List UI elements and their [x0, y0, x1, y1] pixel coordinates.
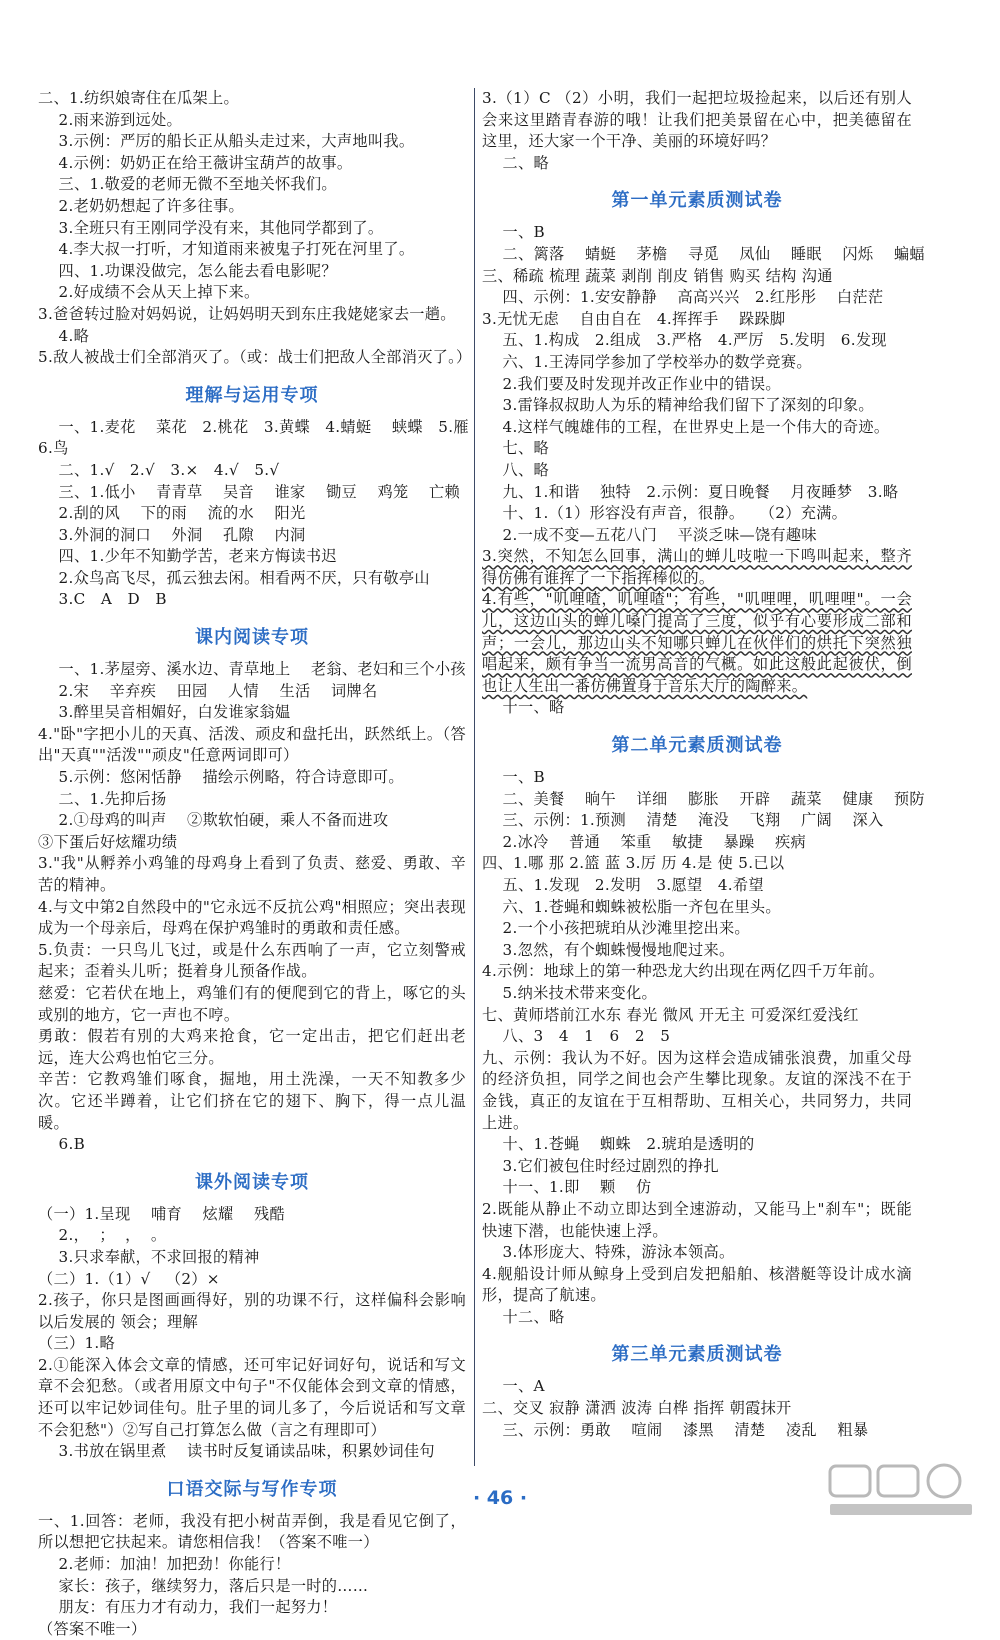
- answer-line: 2.冰冷 普通 笨重 敏捷 暴躁 疾病: [482, 832, 807, 851]
- answer-line: 3.只求奉献，不求回报的精神: [38, 1247, 260, 1266]
- wavy-underlined-text: 4.有些，"叽哩喳，叽哩喳"；有些，"叽哩哩，叽哩哩"。一会儿，这边山头的蝉儿嗓门提高了三度，似乎有心要形成二部和声；一会儿，那边山头不知哪只蝉儿在伙伴们的烘托下突然独唱起来，颇有争当一流男高音的气概。如此这般此起彼伏，倒也让人生出一番仿佛置身于音乐大厅的陶醉来。: [482, 590, 912, 695]
- answer-line: 辛苦：它教鸡雏们啄食，掘地，用土洗澡，一天不知教多少次。它还半蹲着，让它们挤在它的翅下、胸下，得一点儿温暖。: [38, 1070, 466, 1132]
- answer-line: 七、黄师塔前江水东 春光 微风 开无主 可爱深红爱浅红: [482, 1005, 859, 1024]
- answer-line: 2.①能深入体会文章的情感，还可牢记好词好句，说话和写文章不会犯愁。（或者用原文中句子"不仅能体会到文章的情感，还可以牢记妙词佳句。肚子里的词儿多了，今后说话和写文章不会犯愁"）②写自己打算怎么做（言之有理即可）: [38, 1355, 466, 1439]
- answer-line: 二、1.纺织娘寄住在瓜架上。: [38, 89, 239, 107]
- answer-line: （答案不唯一）: [38, 1619, 147, 1638]
- answer-line: 三、1.低小 青青草 吴音 谁家 锄豆 鸡笼 亡赖: [38, 482, 460, 501]
- answer-line: 3.（1）C （2）小明，我们一起把垃圾捡起来，以后还有别人会来这里踏青春游的哦！让我们把美景留在心中，把美德留在这里，还大家一个干净、美丽的环境好吗？: [482, 89, 912, 151]
- answer-line: 2.①母鸡的叫声 ②欺软怕硬，乘人不备而进攻: [38, 811, 389, 830]
- section-heading: 口语交际与写作专项: [166, 1478, 338, 1500]
- answer-line: 3.爸爸转过脸对妈妈说，让妈妈明天到东庄我姥姥家去一趟。: [38, 304, 456, 323]
- answer-line: 勇敢：假若有別的大鸡来抢食，它一定出击，把它们赶出老远，连大公鸡也怕它三分。: [38, 1027, 466, 1067]
- answer-line: 一、B: [482, 768, 545, 787]
- answer-line: 2.雨来游到远处。: [38, 110, 183, 129]
- answer-line: 一、B: [482, 223, 545, 242]
- column-divider: [474, 88, 475, 1466]
- answer-line: 五、1.构成 2.组成 3.严格 4.严厉 5.发明 6.发现: [482, 331, 887, 350]
- answer-line: 4.略: [38, 326, 90, 345]
- answer-line: 2.众鸟高飞尽，孤云独去闲。相看两不厌，只有敬亭山: [38, 568, 430, 587]
- answer-line: 3.雷锋叔叔助人为乐的精神给我们留下了深刻的印象。: [482, 396, 874, 415]
- answer-line: 2.老奶奶想起了许多往事。: [38, 196, 244, 215]
- answer-line: 3.它们被包住时经过剧烈的挣扎: [482, 1156, 719, 1175]
- left-column: [38, 88, 472, 1640]
- answer-line: [482, 589, 912, 697]
- answer-line: 3.示例：严厉的船长正从船头走过来，大声地叫我。: [38, 132, 415, 151]
- answer-line: 八、略: [482, 460, 549, 479]
- answer-line: 2.刮的风 下的雨 流的水 阳光: [38, 504, 306, 523]
- answer-line: 4.与文中第2自然段中的"它永远不反抗公鸡"相照应；突出表现成为一个母亲后，母鸡在保护鸡雏时的勇敢和责任感。: [38, 897, 466, 938]
- answer-line: 三、稀疏 梳理 蔬菜 剥削 削皮 销售 购买 结构 沟通: [482, 266, 833, 285]
- answer-line: 二、略: [482, 153, 549, 172]
- answer-line: 3.忽然，有个蜘蛛慢慢地爬过来。: [482, 940, 735, 959]
- answer-line: 五、1.发现 2.发明 3.愿望 4.希望: [482, 876, 764, 894]
- answer-line: 二、篱落 蜻蜓 茅檐 寻觅 凤仙 睡眠 闪烁 蝙蝠: [482, 244, 925, 263]
- answer-line: 三、示例：1.预测 清楚 淹没 飞翔 广阔 深入: [482, 811, 884, 830]
- answer-line: 九、1.和谐 独特 2.示例：夏日晚餐 月夜睡梦 3.略: [482, 482, 899, 501]
- answer-line: 2.既能从静止不动立即达到全速游动，又能马上"刹车"；既能快速下潜，也能快速上浮。: [482, 1199, 912, 1240]
- answer-line: 三、1.敬爱的老师无微不至地关怀我们。: [38, 175, 337, 194]
- answer-line: 5.负责：一只鸟儿飞过，或是什么东西响了一声，它立刻警戒起来；歪着头儿听；挺着身儿预备作战。: [38, 940, 466, 981]
- answer-line: 5.敌人被战士们全部消灭了。（或：战士们把敌人全部消灭了。）: [38, 348, 472, 367]
- answer-line: 十二、略: [482, 1307, 565, 1326]
- section-heading: 第二单元素质测试卷: [611, 735, 783, 757]
- answer-line: 二、1.√ 2.√ 3.× 4.√ 5.√: [38, 460, 280, 479]
- answer-line: 二、1.先抑后扬: [38, 789, 167, 808]
- answer-line: 六、1.苍蝇和蜘蛛被松脂一齐包在里头。: [482, 897, 781, 916]
- section-heading: 课内阅读专项: [195, 627, 309, 649]
- answer-line: 四、1.少年不知勤学苦，老来方悔读书迟: [38, 547, 337, 566]
- answer-line: 一、1.回答：老师，我没有把小树苗弄倒，我是看见它倒了，所以想把它扶起来。请您相信我！（答案不唯一）: [38, 1511, 466, 1552]
- answer-line: 4."卧"字把小儿的天真、活泼、顽皮和盘托出，跃然纸上。（答出"天真""活泼""顽皮"任意两词即可）: [38, 724, 466, 765]
- section-heading: 理解与运用专项: [185, 384, 319, 406]
- answer-line: 3.C A D B: [38, 590, 167, 609]
- answer-line: 2.好成绩不会从天上掉下来。: [38, 283, 260, 302]
- answer-line: 4.李大叔一打听，才知道雨来被鬼子打死在河里了。: [38, 240, 415, 259]
- answer-line: （一）1.呈现 哺育 炫耀 残酷: [38, 1204, 285, 1223]
- answer-line: （三）1.略: [38, 1334, 116, 1353]
- answer-line: 4.舰船设计师从鲸身上受到启发把船舶、核潜艇等设计成水滴形，提高了航速。: [482, 1264, 912, 1305]
- answer-line: ③下蛋后好炫耀功绩: [38, 832, 178, 851]
- answer-line: 5.纳米技术带来变化。: [482, 983, 657, 1002]
- answer-line: 4.示例：奶奶正在给王薇讲宝葫芦的故事。: [38, 153, 353, 172]
- answer-line: 3."我"从孵养小鸡雏的母鸡身上看到了负责、慈爱、勇敢、辛苦的精神。: [38, 854, 466, 894]
- answer-line: 十一、略: [482, 698, 565, 717]
- answer-line: 四、示例：1.安安静静 高高兴兴 2.红彤彤 白茫茫: [482, 288, 884, 307]
- answer-line: 一、A: [482, 1377, 545, 1396]
- answer-line: 二、美餐 晌午 详细 膨胀 开辟 蔬菜 健康 预防: [482, 789, 925, 808]
- answer-line: 慈爱：它若伏在地上，鸡雏们有的便爬到它的背上，啄它的头或别的地方，它一声也不哼。: [38, 983, 466, 1024]
- watermark-stamp-icon: [826, 1462, 976, 1518]
- answer-line: 6.鸟: [38, 439, 69, 458]
- answer-line: 4.示例：地球上的第一种恐龙大约出现在两亿四千万年前。: [482, 962, 885, 981]
- answer-line: 5.示例：悠闲恬静 描绘示例略，符合诗意即可。: [38, 768, 404, 787]
- answer-line: 3.书放在锅里煮 读书时反复诵读品味，积累妙词佳句: [38, 1442, 435, 1461]
- answer-line: 九、示例：我认为不好。因为这样会造成铺张浪费，加重父母的经济负担，同学之间也会产生攀比现象。友谊的深浅不在于金钱，真正的友谊在于互相帮助、互相关心，共同努力，共同上进。: [482, 1048, 912, 1132]
- answer-line: 十一、1.即 颗 仿: [482, 1178, 652, 1197]
- section-heading: 第一单元素质测试卷: [611, 190, 783, 212]
- answer-line: 6.B: [38, 1135, 86, 1154]
- answer-line: 2.一成不变—五花八门 平淡乏味—饶有趣味: [482, 525, 817, 544]
- answer-line: 3.无忧无虑 自由自在 4.挥挥手 跺跺脚: [482, 309, 786, 328]
- answer-line: 3.醉里吴音相媚好，白发谁家翁媪: [38, 703, 291, 722]
- answer-line: 三、示例：勇敢 喧闹 漆黑 清楚 凌乱 粗暴: [482, 1420, 869, 1439]
- answer-line: 2.宋 辛弃疾 田园 人情 生活 词牌名: [38, 681, 378, 700]
- answer-line: 二、交叉 寂静 潇洒 波涛 白桦 指挥 朝霞抹开: [482, 1399, 792, 1418]
- answer-line: [482, 546, 912, 589]
- answer-line: 3.体形庞大、特殊，游泳本领高。: [482, 1243, 735, 1262]
- answer-line: 2.， ； ， 。: [38, 1226, 167, 1245]
- section-heading: 课外阅读专项: [195, 1171, 309, 1193]
- answer-line: 4.这样气魄雄伟的工程，在世界史上是一个伟大的奇迹。: [482, 417, 890, 436]
- answer-line: 2.我们要及时发现并改正作业中的错误。: [482, 374, 781, 393]
- answer-line: 2.孩子，你只是图画画得好，别的功课不行，这样偏科会影响以后发展的 领会；理解: [38, 1291, 466, 1331]
- answer-line: 八、3 4 1 6 2 5: [482, 1027, 671, 1046]
- answer-line: 六、1.王涛同学参加了学校举办的数学竞赛。: [482, 352, 812, 371]
- answer-line: 一、1.麦花 菜花 2.桃花 3.黄蝶 4.蜻蜓 蛱蝶 5.雁: [38, 417, 469, 436]
- answer-line: 2.老师：加油！加把劲！你能行！: [38, 1555, 291, 1574]
- wavy-underlined-text: 3.突然，不知怎么回事，满山的蝉儿吱啦一下鸣叫起来，整齐得仿佛有谁挥了一下指挥棒似的。: [482, 547, 912, 587]
- answer-line: 2.一个小孩把琥珀从沙滩里挖出来。: [482, 919, 750, 938]
- answer-line: 一、1.茅屋旁、溪水边、青草地上 老翁、老妇和三个小孩: [38, 660, 466, 679]
- answer-line: 朋友：有压力才有动力，我们一起努力！: [38, 1598, 338, 1617]
- answer-line: 十、1.（1）形容没有声音，很静。 （2）充满。: [482, 504, 848, 523]
- right-column: [482, 88, 925, 1441]
- answer-line: 3.外洞的洞口 外洞 孔隙 内洞: [38, 525, 306, 544]
- answer-line: 四、1.哪 那 2.篮 蓝 3.厉 历 4.是 使 5.已以: [482, 854, 785, 873]
- answer-line: 家长：孩子，继续努力，落后只是一时的……: [38, 1576, 369, 1595]
- page-number: · 46 ·: [472, 1487, 528, 1509]
- answer-line: 十、1.苍蝇 蜘蛛 2.琥珀是透明的: [482, 1135, 755, 1154]
- answer-line: 3.全班只有王刚同学没有来，其他同学都到了。: [38, 218, 384, 237]
- answer-line: 四、1.功课没做完，怎么能去看电影呢？: [38, 261, 337, 280]
- answer-line: （二）1.（1）√ （2）×: [38, 1269, 220, 1288]
- answer-line: 七、略: [482, 439, 549, 458]
- section-heading: 第三单元素质测试卷: [611, 1344, 783, 1366]
